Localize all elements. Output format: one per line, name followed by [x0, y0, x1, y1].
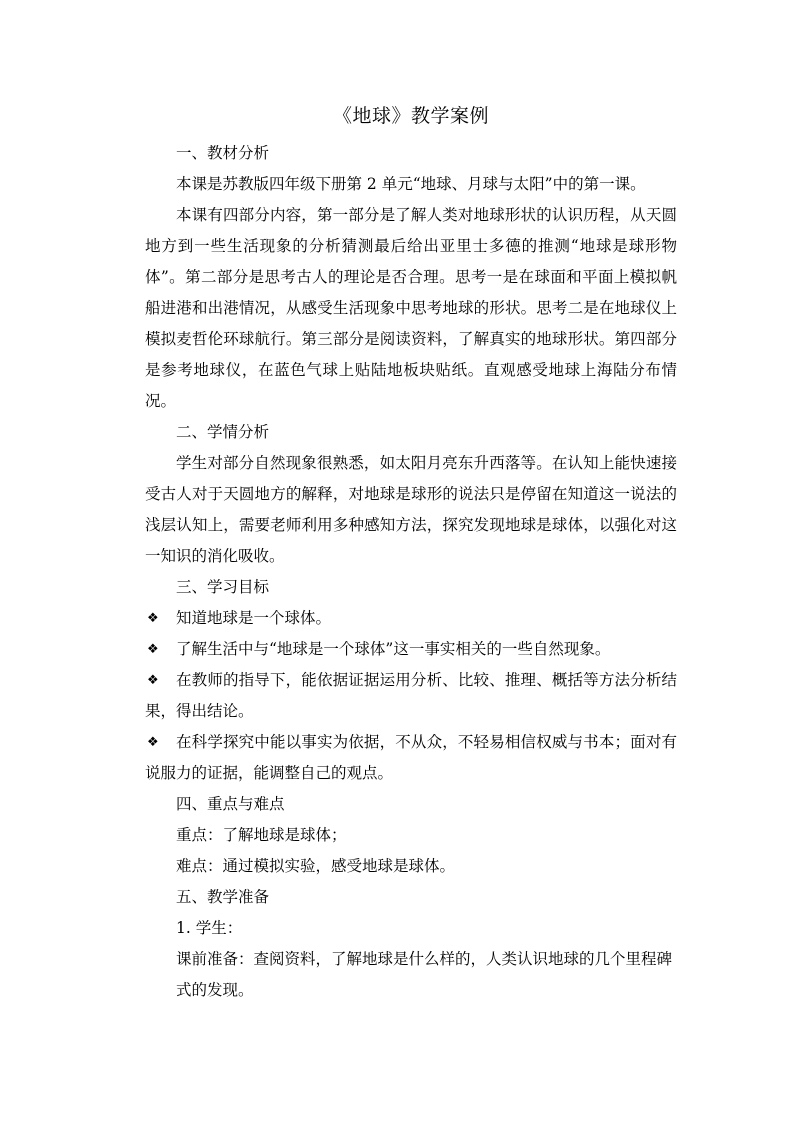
difficulty-text: 难点：通过模拟实验，感受地球是球体。: [176, 857, 456, 875]
list-item-text: 知道地球是一个球体。: [176, 609, 332, 627]
section-heading-material-analysis: 一、教材分析: [176, 144, 270, 162]
diamond-bullet-icon: ❖: [147, 611, 159, 626]
paragraph: 学生对部分自然现象很熟悉，如太阳月亮东升西落等。在认知上能快速接受古人对于天圆地方的解释，对地球是球形的说法只是停留在知道这一说法的浅层认知上，需要老师利用多种感知方法，探究发现地球是球体，以强化对这一知识的消化吸收。: [145, 454, 677, 565]
prep-text: 课前准备：查阅资料，了解地球是什么样的，人类认识地球的几个里程碑式的发现。: [176, 950, 673, 999]
paragraph: 本课是苏教版四年级下册第 2 单元“地球、月球与太阳”中的第一课。: [176, 175, 646, 193]
diamond-bullet-icon: ❖: [147, 642, 159, 657]
prep-item-students: 1. 学生：: [176, 919, 243, 937]
document-page: [145, 98, 677, 1006]
list-item-text: 在教师的指导下，能依据证据运用分析、比较、推理、概括等方法分析结果，得出结论。: [145, 671, 677, 720]
section-heading-key-points: 四、重点与难点: [176, 795, 285, 813]
diamond-bullet-icon: ❖: [147, 735, 159, 750]
list-item: [145, 727, 677, 789]
key-point-text: 重点：了解地球是球体；: [176, 826, 347, 844]
document-title: 《地球》教学案例: [332, 105, 489, 127]
paragraph: 本课有四部分内容，第一部分是了解人类对地球形状的认识历程，从天圆地方到一些生活现象的分析猜测最后给出亚里士多德的推测“地球是球形物体”。第二部分是思考古人的理论是否合理。思考一是在球面和平面上模拟帆船进港和出港情况，从感受生活现象中思考地球的形状。思考二是在地球仪上模拟麦哲伦环球航行。第三部分是阅读资料，了解真实的地球形状。第四部分是参考地球仪，在蓝色气球上贴陆地板块贴纸。直观感受地球上海陆分布情况。: [145, 206, 677, 410]
list-item: [145, 665, 677, 727]
section-heading-student-analysis: 二、学情分析: [176, 423, 270, 441]
list-item-text: 在科学探究中能以事实为依据，不从众，不轻易相信权威与书本；面对有说服力的证据，能调整自己的观点。: [145, 733, 677, 782]
list-item: [145, 634, 677, 665]
list-item: [145, 603, 677, 634]
section-heading-teaching-preparation: 五、教学准备: [176, 888, 270, 906]
list-item-text: 了解生活中与“地球是一个球体”这一事实相关的一些自然现象。: [176, 640, 611, 658]
section-heading-learning-objectives: 三、学习目标: [176, 578, 270, 596]
diamond-bullet-icon: ❖: [147, 673, 159, 688]
